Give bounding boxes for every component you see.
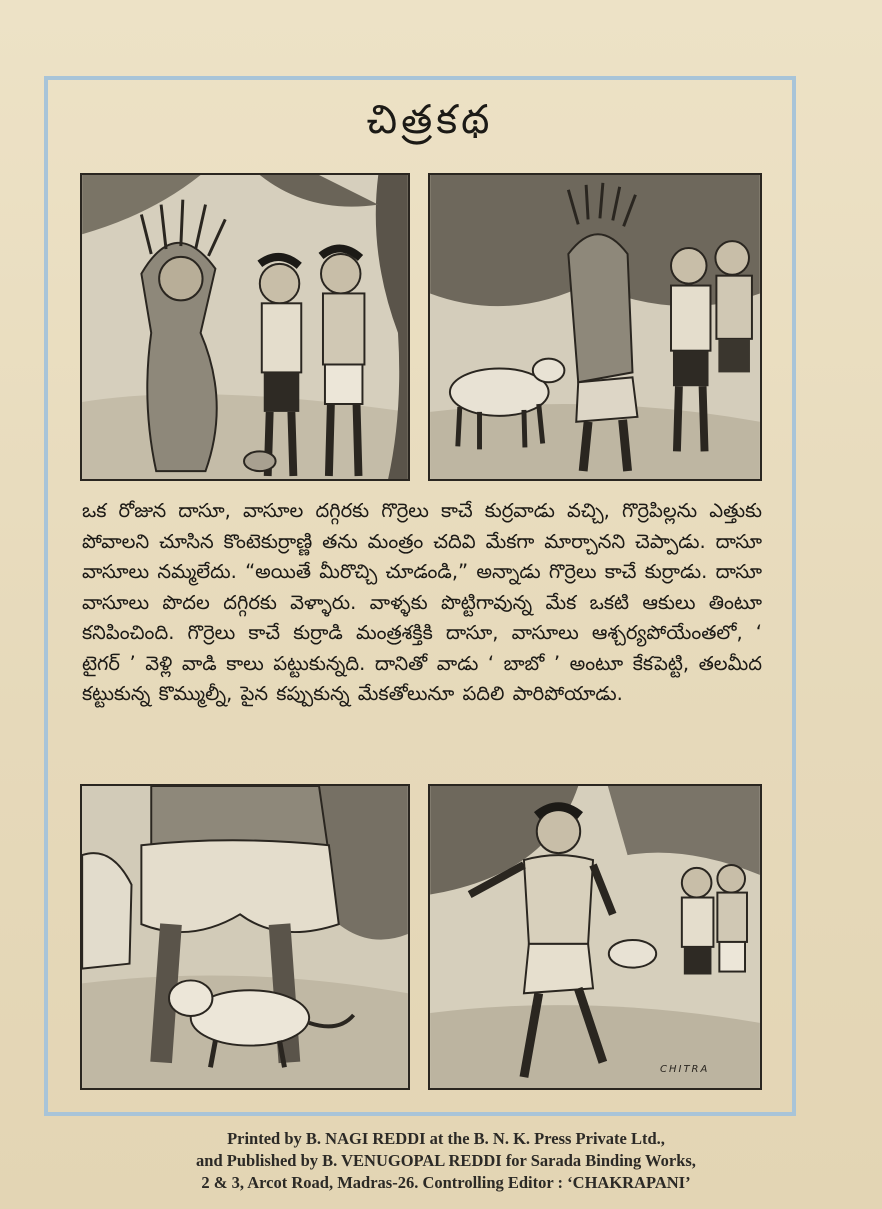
comic-panel-1 — [80, 173, 410, 481]
panel-4-illustration — [430, 786, 760, 1088]
panel-3-illustration — [82, 786, 408, 1088]
panel-1-illustration — [82, 175, 408, 479]
panel-2-illustration — [430, 175, 760, 479]
page-title: చిత్రకథ — [366, 97, 494, 143]
imprint-footer — [96, 1128, 796, 1200]
imprint-line-3: 2 & 3, Arcot Road, Madras-26. Controlling Editor : ‘CHAKRAPANI’ — [201, 1173, 691, 1192]
story-text: ఒక రోజున దాసూ, వాసూల దగ్గిరకు గొర్రెలు కాచే కుర్రవాడు వచ్చి, గొర్రెపిల్లను ఎత్తుకు పోవాలని చూసిన కొంటెకుర్రాణ్ణి తను మంత్రం చదివి మేకగా మార్చానని చెప్పాడు. దాసూ వాసూలు నమ్మలేదు. “అయితే మీరొచ్చి చూడండి,” అన్నాడు గొర్రెలు కాచే కుర్రాడు. దాసూ వాసూలు పొదల దగ్గిరకు వెళ్ళారు. వాళ్ళకు పొట్టిగావున్న మేక ఒకటి ఆకులు తింటూ కనిపించింది. గొర్రెలు కాచే కుర్రాడి మంత్రశక్తికి దాసూ, వాసూలు ఆశ్చర్యపోయేంతలో, ‘ టైగర్ ’ వెళ్లి వాడి కాలు పట్టుకున్నది. దానితో వాడు ‘ బాబో ’ అంటూ కేకపెట్టి, తలమీద కట్టుకున్న కొమ్ముల్నీ, పైన కప్పుకున్న మేకతోలునూ పదిలి పారిపోయాడు. — [82, 499, 762, 705]
imprint-line-2: and Published by B. VENUGOPAL REDDI for Sarada Binding Works, — [196, 1151, 696, 1170]
imprint-line-1: Printed by B. NAGI REDDI at the B. N. K. Press Private Ltd., — [227, 1129, 665, 1148]
comic-panel-4 — [428, 784, 762, 1090]
artist-signature: CHITRA — [660, 1064, 710, 1075]
comic-panel-2 — [428, 173, 762, 481]
comic-panel-3 — [80, 784, 410, 1090]
